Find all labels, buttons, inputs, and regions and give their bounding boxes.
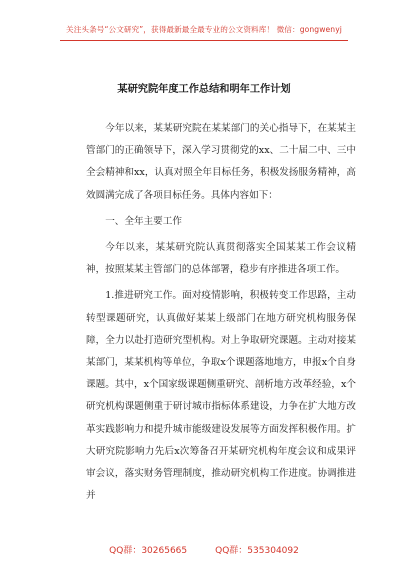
header-banner: 关注头条号“公文研究”，获得最新最全最专业的公文资料库！ 微信：gongwenyj <box>66 25 342 34</box>
header-divider <box>60 40 348 41</box>
section-heading: 一、全年主要工作 <box>105 215 182 227</box>
footer-qq-group-2: QQ群：535304092 <box>215 546 299 556</box>
footer-qq-group-1: QQ群：30265665 <box>109 546 188 556</box>
document-title: 某研究院年度工作总结和明年工作计划 <box>117 84 291 95</box>
paragraph-research: 1.推进研究工作。面对疫情影响，积极转变工作思路，主动转型课题研究，认真做好某某上级部门在地方研究机构服务保障，全力以赴打造研究型机构。对上争取研究课题。主动对接某某部门，某某机构等单位，争取x个课题落地地方，申报x个自身课题。其中，x个国家级课题侧重研究、剖析地方改革经验，x个研究机构课题侧重于研讨城市指标体系建设，力争在扩大地方改革实践影响力和提升城市能级建设发展等方面发挥积极作用。扩大研究院影响力先后x次筹备召开某研究机构年度会议和成果评审会议，落实财务管理制度，推动研究机构工作进度。协调推进并 <box>86 290 356 502</box>
document-body <box>86 118 356 507</box>
footer-contacts <box>0 543 408 556</box>
paragraph-intro: 今年以来，某某研究院在某某部门的关心指导下，在某某主管部门的正确领导下，深入学习贯彻党的xx、二十届二中、三中全会精神和xx，认真对照全年目标任务，积极发扬服务精神，高效圆满完成了各项目标任务。具体内容如下： <box>86 123 356 201</box>
paragraph-overview: 今年以来，某某研究院认真贯彻落实全国某某工作会议精神，按照某某主管部门的总体部署，稳步有序推进各项工作。 <box>86 242 356 276</box>
